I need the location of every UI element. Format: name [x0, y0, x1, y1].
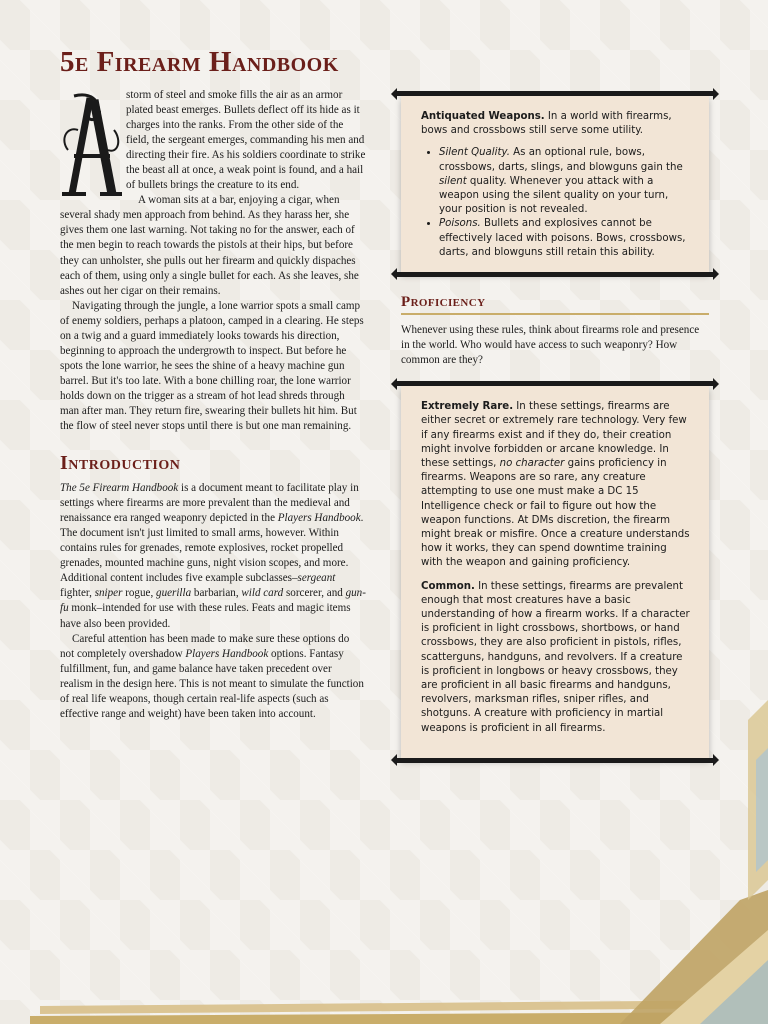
common-paragraph: Common. In these settings, firearms are prevalent enough that most creatures have a basic understanding of how a firearm works. If a character is proficient in light crossbows, shortbows, or hand crossbows, they are also proficient in pistols, rifles, scatterguns, handguns, and revolvers. If a creature is proficient in longbows or heavy crossbows, they are proficient in all basic firearms and handguns, revolvers, marksman rifles, sniper rifles, and shotguns. A creature with proficiency in martial weapons is proficient in all firearms.	[421, 580, 690, 734]
proficiency-paragraph: Whenever using these rules, think about firearms role and presence in the world. Who would have access to such weaponry? How common are they?	[401, 324, 700, 367]
story-paragraph-2: A woman sits at a bar, enjoying a cigar, when several shady men approach from behind. As they harass her, she gives them one last warning. Not taking no for the answer, each of the men begin to reach towards the pistols at their hips, but before they can unholster, she pulls out her firearm and quickly dispaches each of them, using only a single bullet for each. As she leaves, she ashes out her cigar on their remains.	[60, 194, 359, 297]
antiquated-weapons-box	[401, 96, 709, 272]
intro-paragraph-2: Careful attention has been made to make sure these options do not completely overshadow Players Handbook options. Fantasy fulfillment, fun, and game balance have taken precedent over realism in the design here. This is not meant to simulate the function of real life weapons, though certain real-life aspects (such as effective range and weight) have been taken into account.	[60, 632, 364, 720]
document-title: 5e Firearm Handbook	[60, 46, 339, 78]
firearm-rarity-box	[401, 386, 709, 758]
list-item-poisons: • Poisons. Bullets and explosives cannot be effectively laced with poisons. Bows, crossbows, darts, and blowguns still retain this ability.	[439, 217, 691, 260]
dropcap-a-icon	[60, 90, 122, 200]
list-item-silent-quality: • Silent Quality. As an optional rule, bows, crossbows, darts, slings, and blowguns gain the silent quality. Whenever you attack with a weapon using the silent quality on your turn, your position is not revealed.	[439, 146, 691, 217]
antiquated-weapons-list	[421, 146, 691, 260]
story-paragraph-1: storm of steel and smoke fills the air as an armor plated beast emerges. Bullets deflect off its hide as it charges into the ranks. From the other side of the field, the sergeant emerges, commanding his men and directing their fire. As his soldiers coordinate to strike the beast all at once, a weak point is found, and a hail of bullets brings the creature to its end.	[126, 89, 366, 192]
intro-paragraph-1: The 5e Firearm Handbook is a document meant to facilitate play in settings where firearms are more prevalent than the medieval and renaissance era ranged weaponry depicted in the Players Handbook. The document isn't just limited to small arms, however. Within contains rules for grenades, remote explosives, rocket propelled grenades, mounted machine guns, night vision scopes, and more. Additional content includes five example subclasses–sergeant fighter, sniper rogue, guerilla barbarian, wild card sorcerer, and gun-fu monk–intended for use with these rules. Feats and magic items have also been provided.	[60, 482, 366, 630]
right-column	[401, 88, 709, 758]
extremely-rare-paragraph: Extremely Rare. In these settings, firearms are either secret or extremely rare technology. Very few if any firearms exist and if they do, their creation might involve forbidden or arcane knowledge. In these settings, no character gains proficiency in firearms. Weapons are so rare, any creature attempting to use one must make a DC 15 Intelligence check or fail to figure out how the weapon functions. At DMs discretion, the firearm might break or misfire. Once a creature understands how it works, they can spend downtime training with the weapon and gaining proficiency.	[421, 401, 690, 569]
left-column	[60, 88, 366, 722]
heading-divider	[401, 313, 709, 315]
proficiency-heading: Proficiency	[401, 294, 486, 311]
story-paragraph-3: Navigating through the jungle, a lone warrior spots a small camp of enemy soldiers, perhaps a platoon, camped in a clearing. He steps on a twig and a guard immediately looks towards his direction, beginning to approach the undergrowth to inspect. But before he spots the lone warrior, he sees the shine of a heavy machine gun barrel. But it's too late. With a bone chilling roar, the lone warrior holds down on the trigger as a stream of hot lead shreds through man after man. They return fire, swearing their bullets hit him. But the flow of steel never stops until there is but one man remaining.	[60, 299, 364, 433]
introduction-heading: Introduction	[60, 452, 181, 475]
dropcap-letter	[60, 90, 122, 200]
antiquated-weapons-text: Antiquated Weapons. In a world with firearms, bows and crossbows still serve some utility.	[421, 111, 672, 137]
